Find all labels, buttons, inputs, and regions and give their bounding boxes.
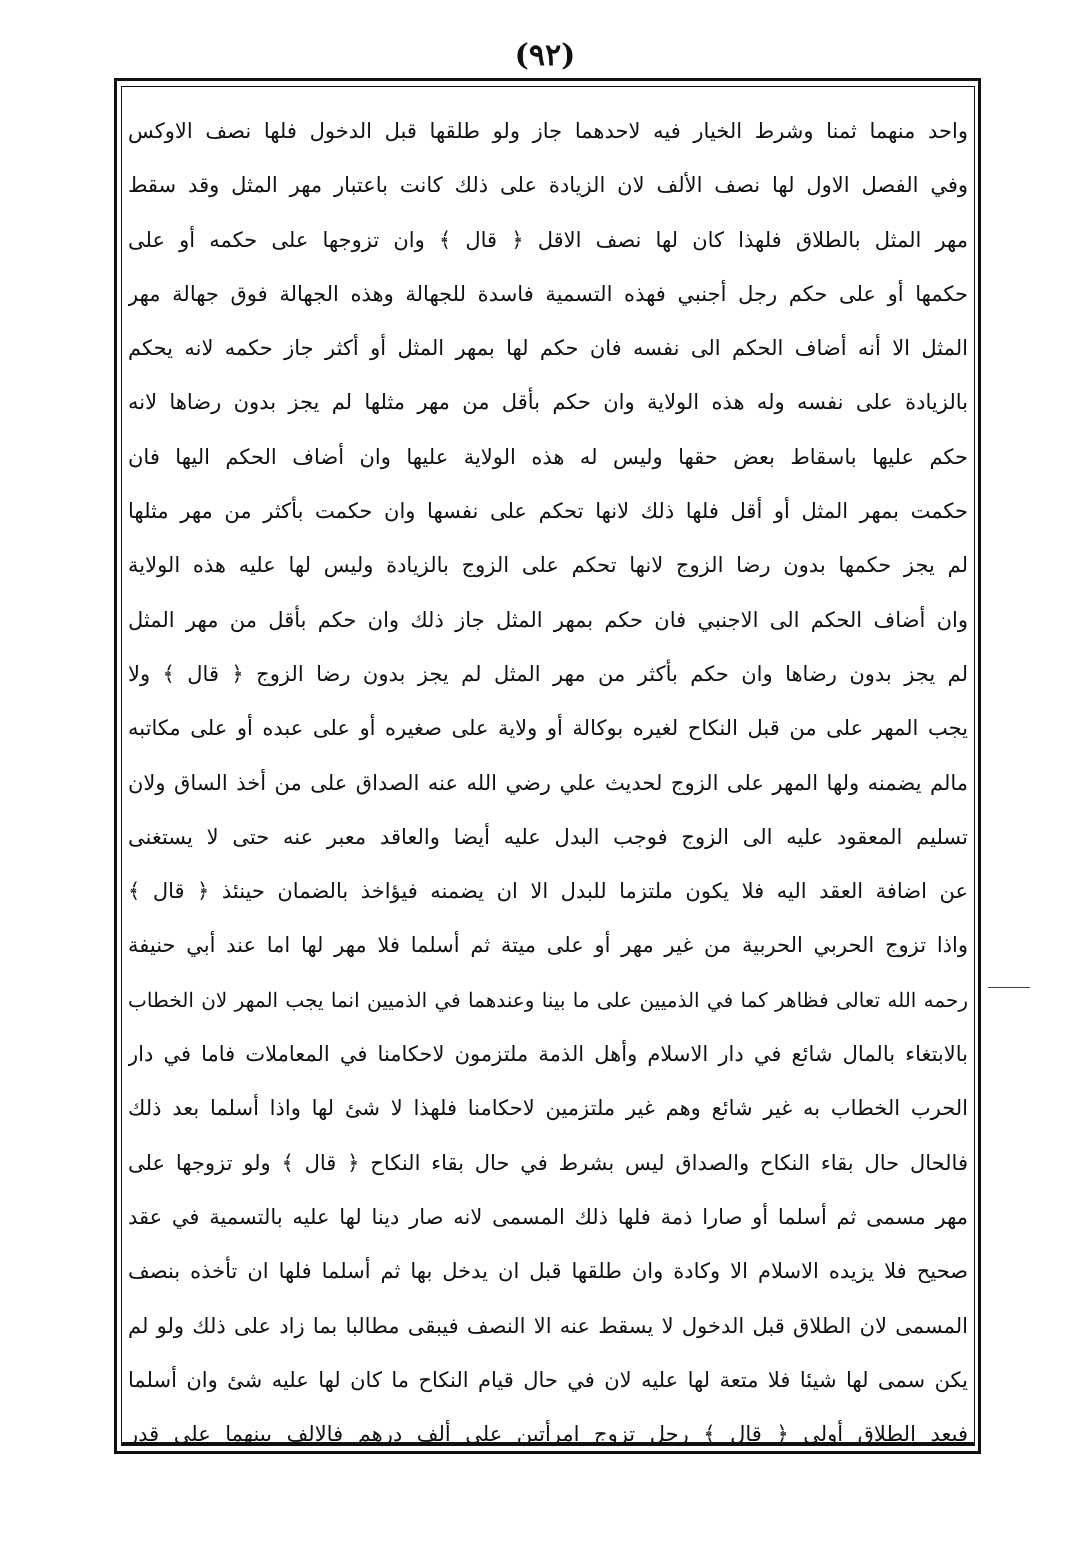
text-line: بالابتغاء بالمال شائع في دار الاسلام وأهل الذمة ملتزمون لاحكامنا في المعاملات فاما في دار: [128, 1042, 968, 1067]
text-line: وان أضاف الحكم الى الاجنبي فان حكم بمهر المثل جاز ذلك وان حكم بأقل من مهر المثل: [128, 607, 968, 632]
text-line: بالزيادة على نفسه وله هذه الولاية وان حكم بأقل من مهر مثلها لم يجز بدون رضاها لانه: [128, 390, 968, 415]
text-line: مهر مسمى ثم أسلما أو صارا ذمة فلها ذلك المسمى لانه صار دينا لها عليه بالتسمية في عقد: [128, 1204, 968, 1229]
text-line: حكم عليها باسقاط بعض حقها وليس له هذه الولاية عليها وان أضاف الحكم اليها فان: [128, 444, 968, 469]
text-line: لم يجز حكمها بدون رضا الزوج لانها تحكم على الزوج بالزيادة وليس لها عليه هذه الولاية: [128, 553, 968, 578]
text-line: تسليم المعقود عليه الى الزوج فوجب البدل عليه أيضا والعاقد معبر عنه حتى لا يستغنى: [128, 824, 968, 849]
text-line: الحرب الخطاب به غير شائع وهم غير ملتزمين لاحكامنا فلهذا لا شئ لها واذا أسلما بعد ذلك: [128, 1096, 968, 1121]
margin-mark: [988, 987, 1030, 988]
text-line: لم يجز بدون رضاها وان حكم بأكثر من مهر المثل لم يجز بدون رضا الزوج ﴿ قال ﴾ ولا: [128, 661, 968, 686]
text-line: يجب المهر على من قبل النكاح لغيره بوكالة أو ولاية على صغيره أو على عبده أو على مكاتبه: [128, 716, 968, 741]
text-line: وفي الفصل الاول لها نصف الألف لان الزيادة على ذلك كانت باعتبار مهر المثل وقد سقط: [128, 173, 968, 198]
text-line: المسمى لان الطلاق قبل الدخول لا يسقط عنه الا النصف فيبقى مطالبا بما زاد على ذلك ولو لم: [128, 1313, 968, 1338]
text-line: المثل الا أنه أضاف الحكم الى نفسه فان حكم لها بمهر المثل أو أكثر جاز حكمه لانه يحكم: [128, 336, 968, 361]
text-line: عن اضافة العقد اليه فلا يكون ملتزما للبدل الا ان يضمنه فيؤاخذ بالضمان حينئذ ﴿ قال ﴾: [128, 879, 968, 904]
text-line: فبعد الطلاق أولى ﴿ قال ﴾ رجل تزوج امرأتين على ألف درهم فالالف بينهما على قدر: [128, 1422, 968, 1447]
text-line: مهر المثل بالطلاق فلهذا كان لها نصف الاقل ﴿ قال ﴾ وان تزوجها على حكمه أو على: [128, 227, 968, 252]
text-line: رحمه الله تعالى فظاهر كما في الذميين على ما بينا وعندهما في الذميين انما يجب المهر لان الخطاب: [128, 987, 968, 1012]
text-line: فالحال حال بقاء النكاح والصداق ليس بشرط في حال بقاء النكاح ﴿ قال ﴾ ولو تزوجها على: [128, 1150, 968, 1175]
body-text: [128, 104, 968, 1461]
text-line: حكمها أو على حكم رجل أجنبي فهذه التسمية فاسدة للجهالة وهذه الجهالة فوق جهالة مهر: [128, 281, 968, 306]
text-line: مالم يضمنه ولها المهر على الزوج لحديث علي رضي الله عنه الصداق على من أخذ الساق ولان: [128, 770, 968, 795]
page-number: (٩٢): [514, 38, 576, 73]
text-line: حكمت بمهر المثل أو أقل فلها ذلك لانها تحكم على نفسها وان حكمت بأكثر من مهر مثلها: [128, 499, 968, 524]
text-line: يكن سمى لها شيئا فلا متعة لها عليه لان في حال قيام النكاح ما كان لها عليه شئ وان أسلما: [128, 1367, 968, 1392]
text-line: صحيح فلا يزيده الاسلام الا وكادة وان طلقها قبل ان يدخل بها ثم أسلما فلها ان تأخذه بنصف: [128, 1259, 968, 1284]
text-line: واذا تزوج الحربي الحربية من غير مهر أو على ميتة ثم أسلما فلا مهر لها اما عند أبي حنيفة: [128, 933, 968, 958]
text-line: واحد منهما ثمنا وشرط الخيار فيه لاحدهما جاز ولو طلقها قبل الدخول فلها نصف الاوكس: [128, 119, 968, 143]
